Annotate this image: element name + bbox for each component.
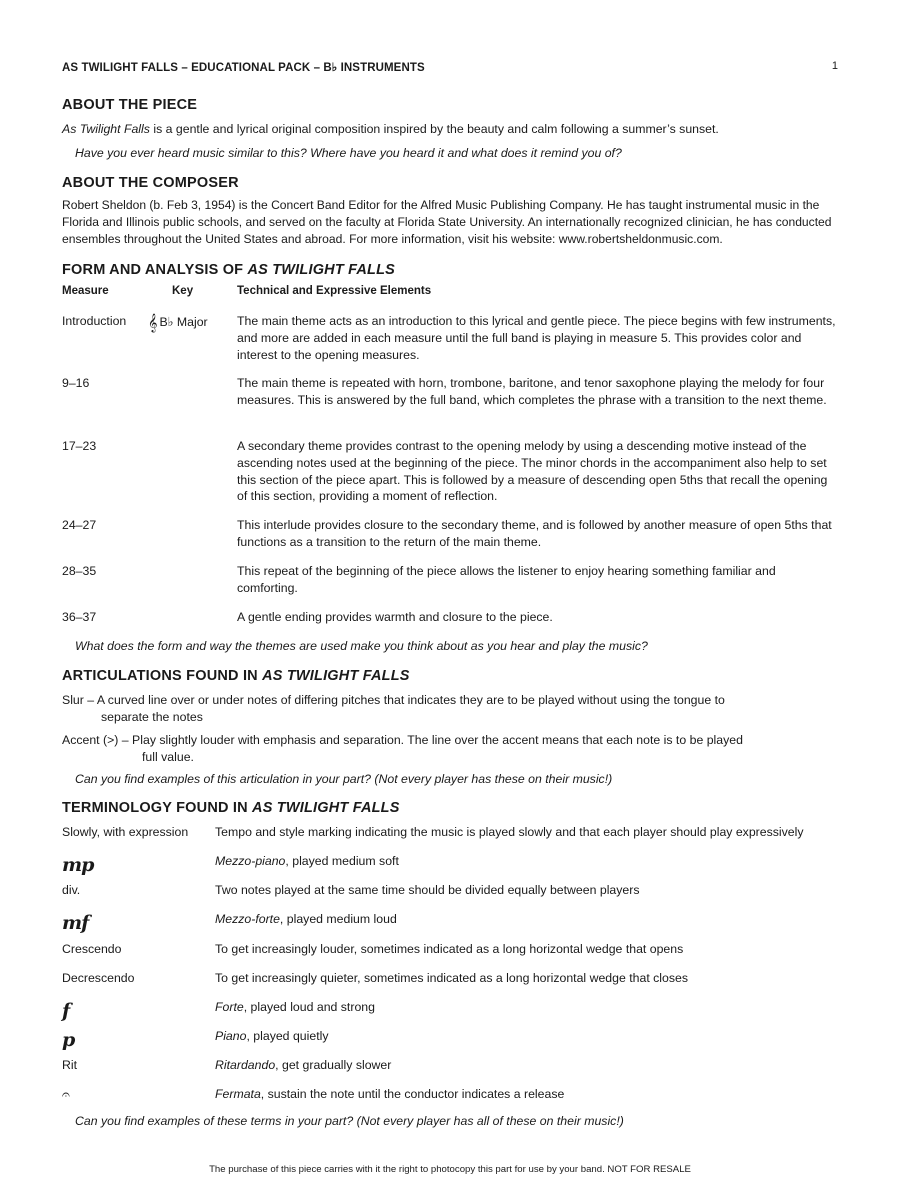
- term-row: [62, 825, 838, 847]
- col-elements-header: Technical and Expressive Elements: [237, 285, 432, 297]
- term-definition-text: , played quietly: [246, 1029, 329, 1043]
- form-row-description: A gentle ending provides warmth and closure to the piece.: [237, 610, 553, 624]
- mezzo-forte-symbol: mf: [62, 912, 89, 934]
- form-row-key-label: B♭ Major: [159, 315, 208, 329]
- term-definition-text: To get increasingly quieter, sometimes indicated as a long horizontal wedge that closes: [215, 971, 689, 985]
- form-row-description: The main theme acts as an introduction to this lyrical and gentle piece. The piece begins with few instruments, and more are added in each measure until the full band is playing in measure 5. This provides color and interest to the opening measures.: [237, 314, 836, 362]
- term-definition-text: Two notes played at the same time should be divided equally between players: [215, 883, 640, 897]
- form-row-description: This repeat of the beginning of the piece allows the listener to enjoy hearing something familiar and comforting.: [237, 564, 776, 595]
- term-definition-text: Tempo and style marking indicating the music is played slowly and that each player should play expressively: [215, 825, 804, 839]
- term-definition-text: , get gradually slower: [275, 1058, 392, 1072]
- terminology-heading-prefix: TERMINOLOGY FOUND IN: [62, 800, 253, 816]
- term-definition-italic: Piano: [215, 1029, 247, 1043]
- form-row-description: The main theme is repeated with horn, trombone, baritone, and tenor saxophone playing the melody for four measures. This is answered by the full band, which completes the phrase with a transition to the next theme.: [237, 376, 827, 407]
- form-row-measure: 36–37: [62, 610, 97, 624]
- term-label: Rit: [62, 1058, 78, 1072]
- term-definition-italic: Forte: [215, 1000, 244, 1014]
- term-definition: [215, 883, 640, 897]
- term-row: [62, 971, 838, 993]
- form-row-description: This interlude provides closure to the secondary theme, and is followed by another measure of open 5ths that functions as a transition to the return of the main theme.: [237, 518, 832, 549]
- about-piece-text: [62, 121, 838, 138]
- term-definition-italic: Fermata: [215, 1087, 261, 1101]
- form-heading-title: AS TWILIGHT FALLS: [247, 262, 396, 278]
- articulations-heading-prefix: ARTICULATIONS FOUND IN: [62, 668, 263, 684]
- term-definition-italic: Mezzo-piano: [215, 854, 286, 868]
- articulation-text-continued: full value.: [142, 750, 194, 764]
- form-row-measure: 24–27: [62, 518, 97, 532]
- terminology-heading: [62, 800, 400, 816]
- articulations-heading-title: AS TWILIGHT FALLS: [262, 668, 410, 684]
- term-definition: [215, 825, 804, 839]
- piano-symbol: p: [62, 1029, 75, 1051]
- term-row: [62, 883, 838, 905]
- form-row-key: [148, 313, 208, 331]
- term-definition: [215, 971, 688, 985]
- terminology-heading-title: AS TWILIGHT FALLS: [252, 800, 400, 816]
- fermata-icon: 𝄐: [62, 1087, 70, 1103]
- term-row: [62, 1029, 838, 1051]
- term-definition: [215, 1000, 375, 1014]
- about-piece-body: is a gentle and lyrical original composition inspired by the beauty and calm following a summer’s sunset.: [149, 122, 719, 136]
- articulation-text-continued: separate the notes: [101, 710, 203, 724]
- form-row-measure: 17–23: [62, 439, 97, 453]
- treble-clef-icon: 𝄞: [148, 313, 158, 332]
- about-piece-question: Have you ever heard music similar to this? Where have you heard it and what does it remind you of?: [75, 146, 622, 160]
- col-measure-header: Measure: [62, 285, 109, 297]
- term-label: Decrescendo: [62, 971, 135, 985]
- articulation-item: [62, 692, 838, 726]
- term-definition: [215, 912, 397, 926]
- term-row: [62, 1000, 838, 1022]
- term-definition-italic: Mezzo-forte: [215, 912, 280, 926]
- term-definition: [215, 1087, 564, 1101]
- piece-title-italic: As Twilight Falls: [62, 122, 150, 136]
- term-definition-text: , sustain the note until the conductor indicates a release: [260, 1087, 565, 1101]
- term-definition: [215, 1058, 391, 1072]
- about-composer-text: Robert Sheldon (b. Feb 3, 1954) is the Concert Band Editor for the Alfred Music Publishing Company. He has taught instrumental music in the Florida and Illinois public schools, and served on the faculty at Florida State University. An internationally recognized clinician, he has conducted ensembles throughout the United States and abroad. For more information, visit his website: www.robertsheldonmusic.com.: [62, 198, 832, 246]
- page-footer: The purchase of this piece carries with it the right to photocopy this part for use by your band. NOT FOR RESALE: [209, 1164, 691, 1175]
- form-row-description: A secondary theme provides contrast to the opening melody by using a descending motive instead of the ascending notes used at the beginning of the piece. The minor chords in the accompaniment also help to set this section of the piece apart. This is followed by a measure of descending open 5ths that recall the opening of this section, providing a moment of reflection.: [237, 439, 828, 504]
- term-definition-text: , played medium loud: [279, 912, 397, 926]
- term-definition: [215, 1029, 329, 1043]
- articulations-heading: [62, 668, 410, 684]
- form-row-measure: 28–35: [62, 564, 97, 578]
- form-heading: [62, 262, 395, 278]
- terminology-question: Can you find examples of these terms in your part? (Not every player has all of these on their music!): [75, 1114, 624, 1128]
- term-definition-text: , played medium soft: [285, 854, 399, 868]
- page-number: 1: [831, 60, 838, 72]
- term-definition-text: To get increasingly louder, sometimes indicated as a long horizontal wedge that opens: [215, 942, 684, 956]
- term-row: [62, 942, 838, 964]
- articulation-item: [62, 732, 838, 766]
- articulation-text: Slur – A curved line over or under notes of differing pitches that indicates they are to be played without using the tongue to: [62, 693, 725, 707]
- term-label: Slowly, with expression: [62, 825, 189, 839]
- about-composer-heading: ABOUT THE COMPOSER: [62, 175, 239, 191]
- form-heading-prefix: FORM AND ANALYSIS OF: [62, 262, 248, 278]
- col-key-header: Key: [172, 285, 194, 297]
- term-definition: [215, 854, 399, 868]
- header-title: AS TWILIGHT FALLS – EDUCATIONAL PACK – B♭ INSTRUMENTS: [62, 62, 425, 74]
- articulations-question: Can you find examples of this articulation in your part? (Not every player has these on their music!): [75, 772, 613, 786]
- term-definition-text: , played loud and strong: [243, 1000, 375, 1014]
- form-question: What does the form and way the themes are used make you think about as you hear and play the music?: [75, 639, 648, 653]
- about-piece-heading: ABOUT THE PIECE: [62, 97, 198, 113]
- term-definition-italic: Ritardando: [215, 1058, 276, 1072]
- form-row-measure: 9–16: [62, 376, 90, 390]
- term-label: Crescendo: [62, 942, 122, 956]
- term-row: [62, 912, 838, 934]
- term-row: [62, 1058, 838, 1080]
- term-label: div.: [62, 883, 81, 897]
- form-row-measure: Introduction: [62, 314, 127, 328]
- forte-symbol: f: [62, 1000, 70, 1022]
- term-row: [62, 1087, 838, 1109]
- articulation-text: Accent (>) – Play slightly louder with emphasis and separation. The line over the accent means that each note is to be played: [62, 733, 743, 747]
- mezzo-piano-symbol: mp: [62, 854, 94, 876]
- term-row: [62, 854, 838, 876]
- term-definition: [215, 942, 683, 956]
- page-header: [62, 60, 838, 76]
